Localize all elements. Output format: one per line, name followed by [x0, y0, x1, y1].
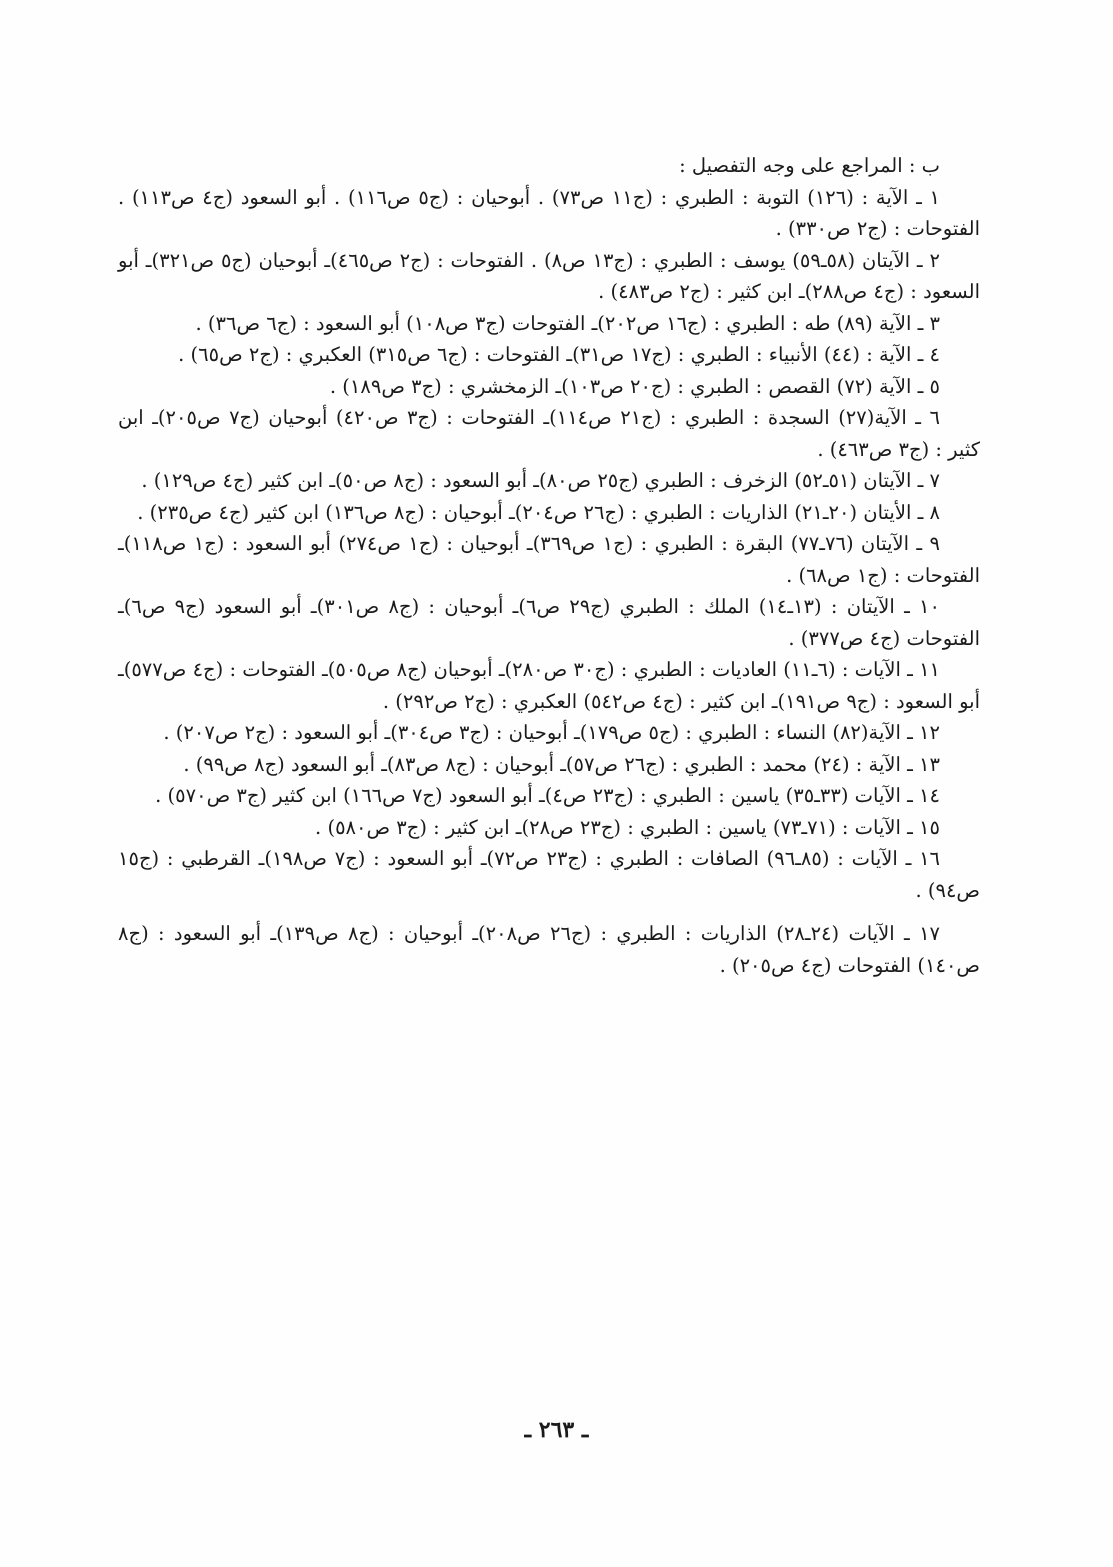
- reference-entry-2: ٢ ـ الآيتان (٥٨ـ٥٩) يوسف : الطبري : (ج١٣ ص٨) . الفتوحات : (ج٢ ص٤٦٥)ـ أبوحيان (ج٥ ص٣٢١)ـ أبو السعود : (ج٤ ص٢٨٨)ـ ابن كثير : (ج٢ ص٤٨٣) .: [118, 248, 980, 303]
- references-section: [118, 150, 980, 981]
- reference-entry-13: ١٣ ـ الآية : (٢٤) محمد : الطبري : (ج٢٦ ص٥٧)ـ أبوحيان : (ج٨ ص٨٣)ـ أبو السعود (ج٨ ص٩٩) .: [183, 752, 940, 776]
- reference-entry-8: ٨ ـ الأيتان (٢٠ـ٢١) الذاريات : الطبري : (ج٢٦ ص٢٠٤)ـ أبوحيان : (ج٨ ص١٣٦) ابن كثير (ج٤ ص٢٣٥) .: [137, 500, 940, 524]
- reference-entry-9: ٩ ـ الآيتان (٧٦ـ٧٧) البقرة : الطبري : (ج١ ص٣٦٩)ـ أبوحيان : (ج١ ص٢٧٤) أبو السعود : (ج١ ص١١٨)ـ الفتوحات : (ج١ ص٦٨) .: [118, 532, 980, 587]
- reference-entry-17: ١٧ ـ الآيات (٢٤ـ٢٨) الذاريات : الطبري : (ج٢٦ ص٢٠٨)ـ أبوحيان : (ج٨ ص١٣٩)ـ أبو السعود : (ج٨ ص١٤٠) الفتوحات (ج٤ ص٢٠٥) .: [118, 922, 980, 977]
- reference-entry-4: ٤ ـ الآية : (٤٤) الأنبياء : الطبري : (ج١٧ ص٣١)ـ الفتوحات : (ج٦ ص٣١٥) العكبري : (ج٢ ص٦٥) .: [178, 343, 940, 366]
- reference-entry-16: ١٦ ـ الآيات : (٨٥ـ٩٦) الصافات : الطبري : (ج٢٣ ص٧٢)ـ أبو السعود : (ج٧ ص١٩٨)ـ القرطبي : (ج١٥ ص٩٤) .: [118, 847, 980, 902]
- reference-entry-10: ١٠ ـ الآيتان : (١٣ـ١٤) الملك : الطبري (ج٢٩ ص٦)ـ أبوحيان : (ج٨ ص٣٠١)ـ أبو السعود (ج٩ ص٦)ـ الفتوحات (ج٤ ص٣٧٧) .: [118, 595, 980, 650]
- reference-entry-15: ١٥ ـ الآيات : (٧١ـ٧٣) ياسين : الطبري : (ج٢٣ ص٢٨)ـ ابن كثير : (ج٣ ص٥٨٠) .: [315, 815, 940, 839]
- reference-entry-3: ٣ ـ الآية (٨٩) طه : الطبري : (ج١٦ ص٢٠٢)ـ الفتوحات (ج٣ ص١٠٨) أبو السعود : (ج٦ ص٣٦) .: [195, 311, 940, 335]
- reference-entry-11: ١١ ـ الآيات : (٦ـ١١) العاديات : الطبري : (ج٣٠ ص٢٨٠)ـ أبوحيان (ج٨ ص٥٠٥)ـ الفتوحات : (ج٤ ص٥٧٧)ـ أبو السعود : (ج٩ ص١٩١)ـ ابن كثير : (ج٤ ص٥٤٢) العكبري : (ج٢ ص٢٩٢) .: [118, 658, 980, 713]
- reference-entry-14: ١٤ ـ الآيات (٣٣ـ٣٥) ياسين : الطبري : (ج٢٣ ص٤)ـ أبو السعود (ج٧ ص١٦٦) ابن كثير (ج٣ ص٥٧٠) .: [155, 784, 940, 807]
- page-number: ـ ٢٦٣ ـ: [524, 1417, 589, 1443]
- reference-entry-7: ٧ ـ الآيتان (٥١ـ٥٢) الزخرف : الطبري (ج٢٥ ص٨٠)ـ أبو السعود : (ج٨ ص٥٠)ـ ابن كثير (ج٤ ص١٢٩) .: [141, 469, 940, 492]
- reference-entry-12: ١٢ ـ الآية(٨٢) النساء : الطبري : (ج٥ ص١٧٩)ـ أبوحيان : (ج٣ ص٣٠٤)ـ أبو السعود : (ج٢ ص٢٠٧) .: [163, 721, 940, 744]
- reference-entry-5: ٥ ـ الآية (٧٢) القصص : الطبري : (ج٢٠ ص١٠٣)ـ الزمخشري : (ج٣ ص١٨٩) .: [329, 374, 940, 398]
- reference-entry-1: ١ ـ الآية : (١٢٦) التوبة : الطبري : (ج١١ ص٧٣) . أبوحيان : (ج٥ ص١١٦) . أبو السعود (ج٤ ص١١٣) . الفتوحات : (ج٢ ص٣٣٠) .: [118, 185, 980, 240]
- section-heading: ب : المراجع على وجه التفصيل :: [679, 154, 940, 177]
- reference-entry-6: ٦ ـ الآية(٢٧) السجدة : الطبري : (ج٢١ ص١١٤)ـ الفتوحات : (ج٣ ص٤٢٠) أبوحيان (ج٧ ص٢٠٥)ـ ابن كثير : (ج٣ ص٤٦٣) .: [118, 406, 980, 461]
